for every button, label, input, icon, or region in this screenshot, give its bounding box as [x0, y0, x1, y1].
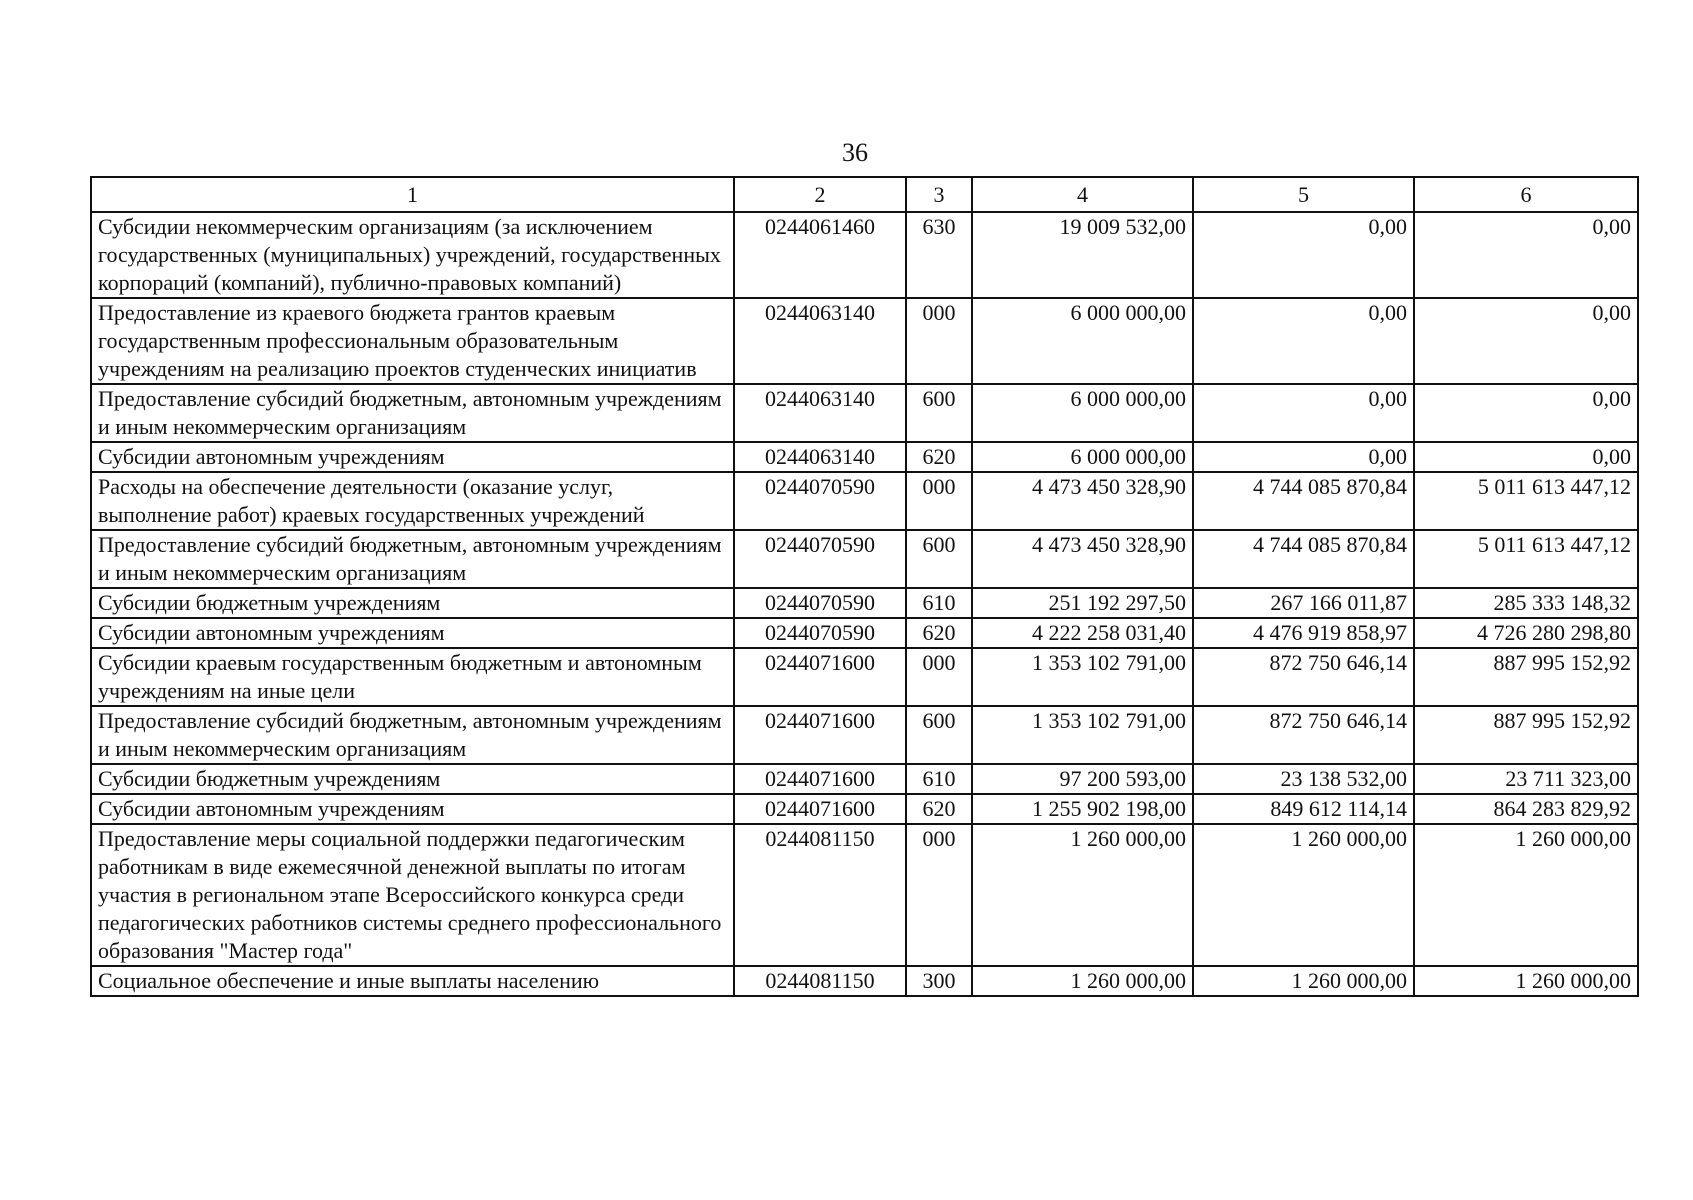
row-code-cell: 0244061460: [734, 212, 906, 298]
row-code-cell: 0244070590: [734, 618, 906, 648]
row-amount-col4-cell: 6 000 000,00: [972, 442, 1193, 472]
row-name-cell: Социальное обеспечение и иные выплаты населению: [91, 966, 734, 996]
row-code-cell: 0244063140: [734, 298, 906, 384]
row-name-cell: Субсидии автономным учреждениям: [91, 618, 734, 648]
row-expense-type-cell: 610: [906, 588, 972, 618]
row-expense-type-cell: 600: [906, 530, 972, 588]
row-expense-type-cell: 600: [906, 706, 972, 764]
row-amount-col5-cell: 849 612 114,14: [1193, 794, 1414, 824]
row-name-cell: Расходы на обеспечение деятельности (оказание услуг, выполнение работ) краевых государственных учреждений: [91, 472, 734, 530]
row-expense-type-cell: 610: [906, 764, 972, 794]
row-code-cell: 0244070590: [734, 588, 906, 618]
row-expense-type-cell: 620: [906, 618, 972, 648]
table-row: [91, 648, 1638, 706]
header-row: [91, 177, 1638, 212]
row-amount-col4-cell: 1 353 102 791,00: [972, 706, 1193, 764]
row-amount-col5-cell: 23 138 532,00: [1193, 764, 1414, 794]
row-code-cell: 0244081150: [734, 966, 906, 996]
row-amount-col5-cell: 0,00: [1193, 384, 1414, 442]
row-amount-col6-cell: 864 283 829,92: [1414, 794, 1638, 824]
row-code-cell: 0244070590: [734, 472, 906, 530]
header-col-3: 3: [906, 177, 972, 212]
page-number: 36: [842, 138, 868, 167]
row-amount-col5-cell: 872 750 646,14: [1193, 706, 1414, 764]
row-amount-col4-cell: 1 260 000,00: [972, 824, 1193, 966]
row-expense-type-cell: 600: [906, 384, 972, 442]
table-row: [91, 588, 1638, 618]
table-body: [91, 212, 1638, 996]
row-amount-col4-cell: 4 473 450 328,90: [972, 472, 1193, 530]
row-amount-col6-cell: 4 726 280 298,80: [1414, 618, 1638, 648]
row-amount-col5-cell: 4 744 085 870,84: [1193, 530, 1414, 588]
table-row: [91, 764, 1638, 794]
row-amount-col6-cell: 887 995 152,92: [1414, 648, 1638, 706]
header-col-6: 6: [1414, 177, 1638, 212]
row-code-cell: 0244081150: [734, 824, 906, 966]
row-amount-col6-cell: 0,00: [1414, 442, 1638, 472]
row-amount-col5-cell: 1 260 000,00: [1193, 966, 1414, 996]
header-col-1: 1: [91, 177, 734, 212]
budget-table: [90, 176, 1639, 997]
table-header: [91, 177, 1638, 212]
header-col-5: 5: [1193, 177, 1414, 212]
row-amount-col4-cell: 4 473 450 328,90: [972, 530, 1193, 588]
row-code-cell: 0244071600: [734, 648, 906, 706]
row-amount-col5-cell: 872 750 646,14: [1193, 648, 1414, 706]
row-amount-col4-cell: 97 200 593,00: [972, 764, 1193, 794]
row-amount-col5-cell: 4 744 085 870,84: [1193, 472, 1414, 530]
row-amount-col6-cell: 5 011 613 447,12: [1414, 472, 1638, 530]
row-amount-col4-cell: 1 255 902 198,00: [972, 794, 1193, 824]
row-amount-col6-cell: 0,00: [1414, 212, 1638, 298]
row-expense-type-cell: 000: [906, 648, 972, 706]
row-name-cell: Субсидии автономным учреждениям: [91, 442, 734, 472]
table-row: [91, 298, 1638, 384]
row-amount-col5-cell: 1 260 000,00: [1193, 824, 1414, 966]
row-amount-col4-cell: 6 000 000,00: [972, 384, 1193, 442]
row-expense-type-cell: 000: [906, 472, 972, 530]
row-name-cell: Предоставление из краевого бюджета грантов краевым государственным профессиональным образовательным учреждениям на реализацию проектов студенческих инициатив: [91, 298, 734, 384]
row-name-cell: Предоставление меры социальной поддержки педагогическим работникам в виде ежемесячной денежной выплаты по итогам участия в региональном этапе Всероссийского конкурса среди педагогических работников системы среднего профессионального образования "Мастер года": [91, 824, 734, 966]
row-expense-type-cell: 300: [906, 966, 972, 996]
row-expense-type-cell: 630: [906, 212, 972, 298]
table-row: [91, 442, 1638, 472]
table-row: [91, 824, 1638, 966]
row-name-cell: Субсидии бюджетным учреждениям: [91, 764, 734, 794]
row-name-cell: Предоставление субсидий бюджетным, автономным учреждениям и иным некоммерческим организациям: [91, 530, 734, 588]
table-row: [91, 966, 1638, 996]
row-code-cell: 0244071600: [734, 706, 906, 764]
table-row: [91, 706, 1638, 764]
row-amount-col5-cell: 267 166 011,87: [1193, 588, 1414, 618]
row-name-cell: Субсидии бюджетным учреждениям: [91, 588, 734, 618]
table-row: [91, 618, 1638, 648]
row-expense-type-cell: 620: [906, 794, 972, 824]
row-amount-col4-cell: 4 222 258 031,40: [972, 618, 1193, 648]
row-amount-col4-cell: 251 192 297,50: [972, 588, 1193, 618]
row-amount-col6-cell: 0,00: [1414, 384, 1638, 442]
row-code-cell: 0244063140: [734, 384, 906, 442]
row-expense-type-cell: 000: [906, 298, 972, 384]
row-amount-col5-cell: 0,00: [1193, 442, 1414, 472]
row-name-cell: Предоставление субсидий бюджетным, автономным учреждениям и иным некоммерческим организациям: [91, 384, 734, 442]
row-amount-col6-cell: 285 333 148,32: [1414, 588, 1638, 618]
row-amount-col6-cell: 23 711 323,00: [1414, 764, 1638, 794]
row-amount-col4-cell: 19 009 532,00: [972, 212, 1193, 298]
row-expense-type-cell: 620: [906, 442, 972, 472]
row-name-cell: Субсидии некоммерческим организациям (за исключением государственных (муниципальных) учреждений, государственных корпораций (компаний), публично-правовых компаний): [91, 212, 734, 298]
row-code-cell: 0244070590: [734, 530, 906, 588]
row-expense-type-cell: 000: [906, 824, 972, 966]
row-amount-col5-cell: 4 476 919 858,97: [1193, 618, 1414, 648]
row-name-cell: Предоставление субсидий бюджетным, автономным учреждениям и иным некоммерческим организациям: [91, 706, 734, 764]
row-amount-col6-cell: 0,00: [1414, 298, 1638, 384]
row-amount-col4-cell: 6 000 000,00: [972, 298, 1193, 384]
row-amount-col4-cell: 1 353 102 791,00: [972, 648, 1193, 706]
row-code-cell: 0244063140: [734, 442, 906, 472]
row-amount-col6-cell: 5 011 613 447,12: [1414, 530, 1638, 588]
row-amount-col6-cell: 1 260 000,00: [1414, 824, 1638, 966]
row-name-cell: Субсидии автономным учреждениям: [91, 794, 734, 824]
row-amount-col6-cell: 1 260 000,00: [1414, 966, 1638, 996]
header-col-4: 4: [972, 177, 1193, 212]
header-col-2: 2: [734, 177, 906, 212]
table-row: [91, 530, 1638, 588]
table-row: [91, 794, 1638, 824]
row-code-cell: 0244071600: [734, 764, 906, 794]
table-row: [91, 212, 1638, 298]
table-row: [91, 384, 1638, 442]
row-amount-col5-cell: 0,00: [1193, 212, 1414, 298]
table-row: [91, 472, 1638, 530]
row-name-cell: Субсидии краевым государственным бюджетным и автономным учреждениям на иные цели: [91, 648, 734, 706]
row-amount-col4-cell: 1 260 000,00: [972, 966, 1193, 996]
row-amount-col6-cell: 887 995 152,92: [1414, 706, 1638, 764]
row-amount-col5-cell: 0,00: [1193, 298, 1414, 384]
row-code-cell: 0244071600: [734, 794, 906, 824]
